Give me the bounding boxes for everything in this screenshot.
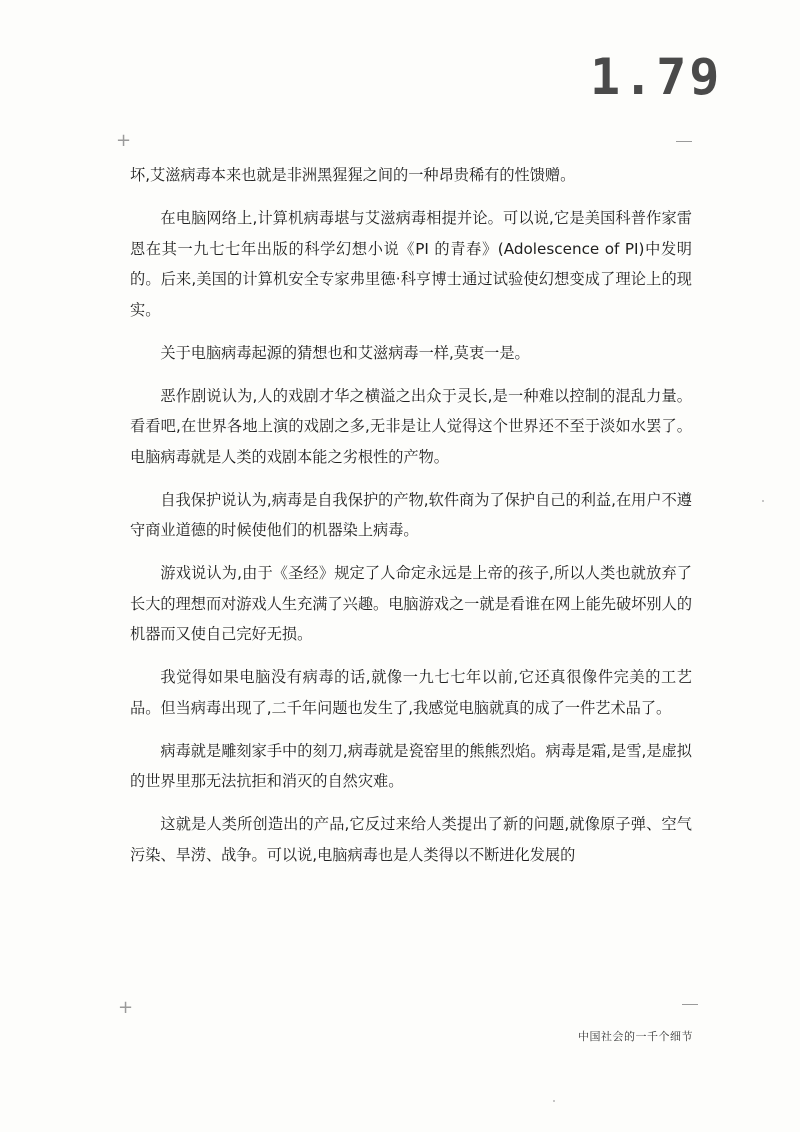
crop-mark-top-right <box>676 141 692 142</box>
paragraph: 恶作剧说认为,人的戏剧才华之横溢之出众于灵长,是一种难以控制的混乱力量。看看吧,在世界各地上演的戏剧之多,无非是让人觉得这个世界还不至于淡如水罢了。电脑病毒就是人类的戏剧本能之劣根性的产物。 <box>130 386 692 466</box>
crop-mark-top-left: + <box>116 130 132 151</box>
paragraph: 这就是人类所创造出的产品,它反过来给人类提出了新的问题,就像原子弹、空气污染、旱涝、战争。可以说,电脑病毒也是人类得以不断进化发展的 <box>130 815 692 864</box>
paragraph: 坏,艾滋病毒本来也就是非洲黑猩猩之间的一种昂贵稀有的性馈赠。 <box>130 166 576 184</box>
paragraph: 关于电脑病毒起源的猜想也和艾滋病毒一样,莫衷一是。 <box>160 343 530 362</box>
paragraph: 我觉得如果电脑没有病毒的话,就像一九七七年以前,它还真很像件完美的工艺品。但当病毒出现了,二千年问题也发生了,我感觉电脑就真的成了一件艺术品了。 <box>130 668 692 717</box>
scan-speck <box>553 1100 555 1102</box>
running-footer: 中国社会的一千个细节 <box>578 1030 693 1043</box>
paragraph: 自我保护说认为,病毒是自我保护的产物,软件商为了保护自己的利益,在用户不遵守商业道德的时候使他们的机器染上病毒。 <box>130 490 692 539</box>
paragraph: 病毒就是雕刻家手中的刻刀,病毒就是瓷窑里的熊熊烈焰。病毒是霜,是雪,是虚拟的世界里那无法抗拒和消灭的自然灾难。 <box>130 741 692 790</box>
paragraph: 游戏说认为,由于《圣经》规定了人命定永远是上帝的孩子,所以人类也就放弃了长大的理想而对游戏人生充满了兴趣。电脑游戏之一就是看谁在网上能先破坏别人的机器而又使自己完好无损。 <box>130 564 692 643</box>
scan-speck <box>762 500 764 502</box>
body-text <box>130 160 692 883</box>
crop-mark-bottom-right <box>682 1004 698 1005</box>
paragraph: 在电脑网络上,计算机病毒堪与艾滋病毒相提并论。可以说,它是美国科普作家雷恩在其一九七七年出版的科学幻想小说《PI 的青春》(Adolescence of PI)中发明的。后来,美国的计算机安全专家弗里德·科亨博士通过试验使幻想变成了理论上的现实。 <box>130 209 692 319</box>
page-number: 1.79 <box>590 48 723 106</box>
crop-mark-bottom-left: + <box>118 997 134 1018</box>
